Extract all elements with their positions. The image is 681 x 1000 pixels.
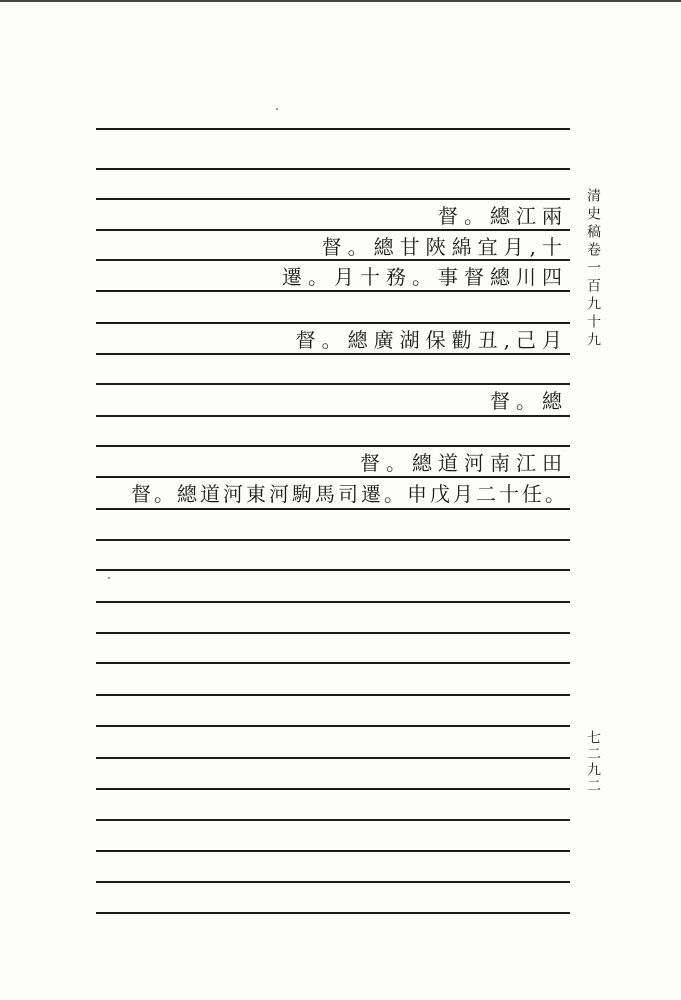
scan-speck — [108, 577, 110, 579]
table-rule — [96, 850, 570, 852]
table-rule — [96, 632, 570, 634]
table-rule — [96, 788, 570, 790]
entry-text: 督。總江兩 — [438, 204, 568, 228]
entry-text: 督。總廣湖保勸丑,己月 — [295, 328, 568, 352]
table-rule — [96, 539, 570, 541]
table-text-line — [98, 323, 568, 353]
entry-text: 督。總道河東河駒馬司遷。申戊月二十任。 — [131, 482, 568, 506]
table-rule — [96, 819, 570, 821]
table-rule — [96, 128, 570, 130]
table-rule — [96, 725, 570, 727]
table-rule — [96, 290, 570, 292]
table-rule — [96, 569, 570, 571]
table-rule — [96, 168, 570, 170]
page-top-border — [0, 0, 681, 2]
table-text-line — [98, 230, 568, 260]
table-text-line — [98, 260, 568, 290]
entry-text: 遷。月十務。事督總川四 — [282, 265, 568, 289]
table-rule — [96, 694, 570, 696]
scan-speck — [276, 108, 278, 110]
table-rule — [96, 912, 570, 914]
table-rule — [96, 415, 570, 417]
entry-text: 督。總甘陜綿宜月,十 — [321, 235, 568, 259]
table-text-line — [98, 446, 568, 476]
entry-text: 督。總道河南江田 — [360, 451, 568, 475]
table-text-line — [98, 384, 568, 414]
table-text-line — [98, 477, 568, 507]
table-rule — [96, 601, 570, 603]
table-rule — [96, 353, 570, 355]
table-rule — [96, 508, 570, 510]
page-number: 七二九二 — [585, 730, 601, 794]
entry-text: 督。總 — [490, 389, 568, 413]
table-rule — [96, 881, 570, 883]
table-text-line — [98, 199, 568, 229]
running-title: 清史稿卷一百九十九 — [585, 188, 601, 350]
table-rule — [96, 662, 570, 664]
table-rule — [96, 757, 570, 759]
